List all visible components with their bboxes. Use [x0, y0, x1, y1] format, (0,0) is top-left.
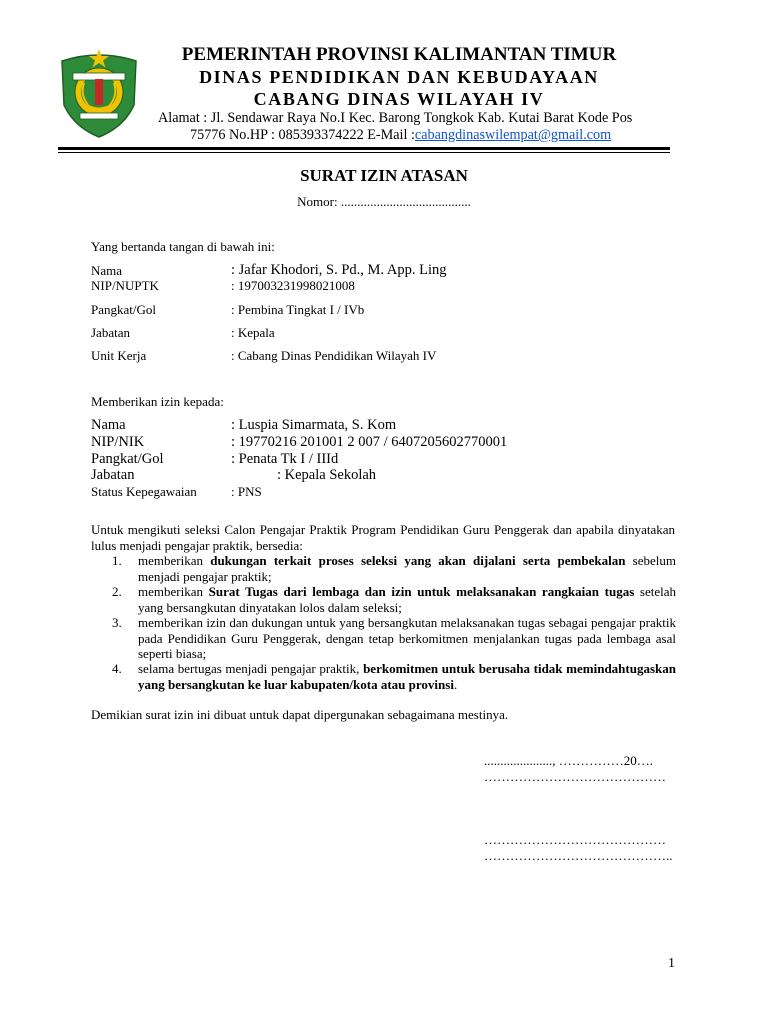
letterhead-contact [190, 127, 611, 144]
list-item: memberikan Surat Tugas dari lembaga dan izin untuk melaksanakan rangkaian tugas setelah yang bersangkutan dinyatakan lolos dalam seleksi; [138, 584, 676, 615]
signer-intro: Yang bertanda tangan di bawah ini: [91, 239, 275, 254]
list-item-number: 3. [112, 615, 122, 630]
signature-place-date: ....................., ……………20…. [484, 753, 653, 768]
signer-rank-value: : Pembina Tingkat I / IVb [231, 302, 365, 317]
letterhead-address: Alamat : Jl. Sendawar Raya No.I Kec. Barong Tongkok Kab. Kutai Barat Kode Pos [158, 110, 633, 126]
signer-position-value: : Kepala [231, 325, 275, 340]
letterhead-government-name: PEMERINTAH PROVINSI KALIMANTAN TIMUR [181, 44, 617, 65]
header-divider-thick [58, 147, 670, 150]
recipient-intro: Memberikan izin kepada: [91, 394, 224, 409]
recipient-name-value: : Luspia Simarmata, S. Kom [231, 417, 397, 433]
signer-unit-value: : Cabang Dinas Pendidikan Wilayah IV [231, 348, 437, 363]
letterhead-branch-name: CABANG DINAS WILAYAH IV [253, 89, 545, 109]
signer-rank-label: Pangkat/Gol [91, 302, 156, 317]
signer-position-label: Jabatan [91, 325, 130, 340]
signer-nip-value: : 197003231998021008 [231, 278, 355, 293]
purpose-paragraph: Untuk mengikuti seleksi Calon Pengajar Praktik Program Pendidikan Guru Penggerak dan apabila dinyatakan lulus menjadi pengajar praktik, bersedia: [91, 522, 675, 553]
recipient-nip-label: NIP/NIK [91, 434, 145, 450]
letter-number: Nomor: ........................................ [297, 194, 471, 209]
signature-nip-line: …………………………………….. [484, 848, 673, 863]
recipient-rank-label: Pangkat/Gol [91, 451, 164, 467]
recipient-status-value: : PNS [231, 484, 262, 499]
letterhead-department-name: DINAS PENDIDIKAN DAN KEBUDAYAAN [199, 67, 599, 87]
recipient-name-label: Nama [91, 417, 126, 433]
email-link[interactable]: cabangdinaswilempat@gmail.com [414, 127, 612, 143]
letterhead-phone: 75776 No.HP : 085393374222 E-Mail : [190, 127, 415, 143]
page-number: 1 [668, 956, 675, 971]
list-item-number: 4. [112, 661, 122, 676]
signer-nip-label: NIP/NUPTK [91, 278, 159, 293]
list-item: selama bertugas menjadi pengajar praktik, berkomitmen untuk berusaha tidak memindahtugaskan yang bersangkutan ke luar kabupaten/kota atau provinsi. [138, 661, 676, 692]
letter-title: SURAT IZIN ATASAN [300, 166, 468, 185]
signer-unit-label: Unit Kerja [91, 348, 147, 363]
signature-name-line: …………………………………… [484, 832, 666, 847]
recipient-position-value: : Kepala Sekolah [277, 467, 377, 483]
signer-name-value: : Jafar Khodori, S. Pd., M. App. Ling [231, 262, 447, 278]
list-item-number: 2. [112, 584, 122, 599]
header-divider-thin [58, 152, 670, 153]
recipient-rank-value: : Penata Tk I / IIId [231, 451, 339, 467]
signer-name-label: Nama [91, 263, 123, 278]
east-kalimantan-emblem-logo [58, 47, 140, 139]
recipient-position-label: Jabatan [91, 467, 135, 483]
closing-sentence: Demikian surat izin ini dibuat untuk dapat dipergunakan sebagaimana mestinya. [91, 707, 509, 722]
list-item: memberikan dukungan terkait proses seleksi yang akan dijalani serta pembekalan sebelum menjadi pengajar praktik; [138, 553, 676, 584]
list-item: memberikan izin dan dukungan untuk yang bersangkutan melaksanakan tugas sebagai pengajar praktik pada Pendidikan Guru Penggerak, dengan tetap berkomitmen menjalankan tugas pada lembaga asal seperti biasa; [138, 615, 676, 661]
recipient-status-label: Status Kepegawaian [91, 484, 197, 499]
recipient-nip-value: : 19770216 201001 2 007 / 6407205602770001 [231, 434, 508, 450]
list-item-number: 1. [112, 553, 122, 568]
signature-title-line: …………………………………… [484, 769, 666, 784]
